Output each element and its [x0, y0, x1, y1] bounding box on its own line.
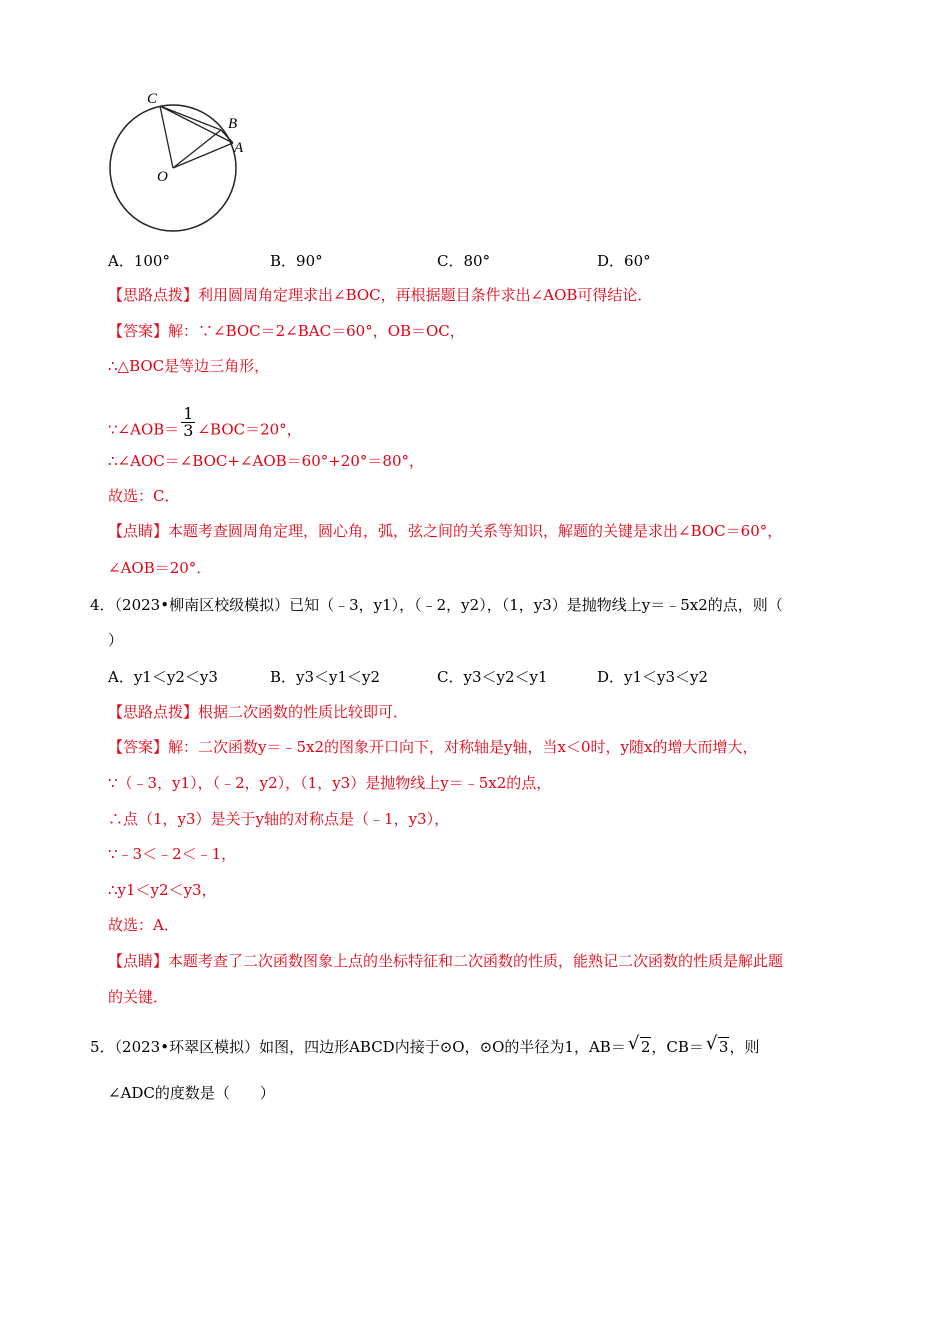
sqrt-two: √ 2 — [627, 1033, 651, 1056]
label-o: O — [157, 169, 168, 185]
radicand-three: 3 — [718, 1038, 729, 1056]
hint-text: 利用圆周角定理求出∠BOC，再根据题目条件求出∠AOB可得结论． — [198, 286, 653, 304]
answer-text: 解：二次函数y＝﹣5x2的图象开口向下，对称轴是y轴，当x＜0时，y随x的增大而增大， — [168, 738, 758, 756]
label-c: C — [147, 91, 158, 107]
q3-hint — [108, 284, 652, 306]
q4-stem-line1: 4．（2023•柳南区校级模拟）已知（﹣3，y1），（﹣2，y2），（1，y3）是抛物线上y＝﹣5x2的点，则（ — [90, 596, 783, 614]
q4-choice: 故选：A． — [108, 916, 179, 934]
sqrt-three: √ 3 — [705, 1033, 729, 1056]
segment-ca — [160, 106, 233, 143]
q3-answer-line1 — [108, 320, 465, 342]
q3-answer-line4: ∴∠AOC＝∠BOC+∠AOB＝60°+20°＝80°， — [108, 452, 424, 470]
q5-stem-post: ，则 — [729, 1038, 760, 1056]
segment-oc — [160, 106, 173, 168]
q3-answer-line3 — [108, 404, 302, 447]
label-b: B — [228, 116, 238, 132]
fraction-denominator: 3 — [183, 421, 194, 440]
q4-answer-line1 — [108, 736, 757, 758]
radicand-two: 2 — [640, 1038, 651, 1056]
q4-answer-line4: ∵﹣3＜﹣2＜﹣1， — [108, 845, 237, 863]
answer-tag: 【答案】 — [108, 738, 169, 756]
segment-ob — [173, 130, 221, 168]
q4-answer-line5: ∴y1＜y2＜y3， — [108, 881, 217, 899]
q3-note-line1 — [108, 520, 782, 542]
hint-tag: 【思路点拨】 — [108, 286, 199, 304]
q4-note-line1 — [108, 950, 783, 972]
q3-option-b: B．90° — [270, 252, 323, 270]
q4-note-line2: 的关键． — [108, 988, 169, 1006]
answer-line3-pre: ∵∠AOB＝ — [108, 420, 180, 439]
hint-tag: 【思路点拨】 — [108, 703, 199, 721]
q3-note-line2: ∠AOB＝20°． — [108, 559, 212, 577]
q5-stem-pre: 5．（2023•环翠区模拟）如图，四边形ABCD内接于⊙O，⊙O的半径为1，AB＝ — [90, 1038, 626, 1056]
fraction-numerator: 1 — [183, 404, 194, 423]
label-a: A — [234, 140, 244, 156]
q4-answer-line3: ∴点（1，y3）是关于y轴的对称点是（﹣1，y3）， — [108, 810, 450, 828]
hint-text: 根据二次函数的性质比较即可． — [198, 703, 409, 721]
q4-answer-line2: ∵（﹣3，y1），（﹣2，y2），（1，y3）是抛物线上y＝﹣5x2的点， — [108, 774, 552, 792]
q4-option-c: C．y3＜y2＜y1 — [437, 668, 548, 686]
q4-hint — [108, 701, 408, 723]
answer-line3-post: ∠BOC＝20°， — [197, 420, 302, 439]
q5-stem-line2: ∠ADC的度数是（ ） — [108, 1084, 275, 1102]
note-text: 本题考查圆周角定理，圆心角，弧，弦之间的关系等知识，解题的关键是求出∠BOC＝60°， — [168, 522, 783, 540]
note-text: 本题考查了二次函数图象上点的坐标特征和二次函数的性质，能熟记二次函数的性质是解此题 — [168, 952, 784, 970]
q3-option-c: C．80° — [437, 252, 491, 270]
q3-option-a: A．100° — [108, 252, 170, 270]
q4-option-d: D．y1＜y3＜y2 — [597, 668, 709, 686]
fraction-one-third — [181, 406, 195, 439]
segment-oa — [173, 143, 233, 168]
circle-figure — [100, 88, 260, 238]
note-tag: 【点睛】 — [108, 522, 169, 540]
note-tag: 【点睛】 — [108, 952, 169, 970]
q3-option-d: D．60° — [597, 252, 651, 270]
q3-answer-line2: ∴△BOC是等边三角形， — [108, 357, 270, 375]
q5-stem-line1 — [90, 1033, 760, 1058]
q4-option-a: A．y1＜y2＜y3 — [108, 668, 218, 686]
q4-option-b: B．y3＜y1＜y2 — [270, 668, 381, 686]
answer-text: 解：∵∠BOC＝2∠BAC＝60°，OB＝OC， — [168, 322, 465, 340]
answer-tag: 【答案】 — [108, 322, 169, 340]
q5-stem-mid: ，CB＝ — [651, 1038, 704, 1056]
q4-stem-line2: ） — [108, 631, 124, 649]
q3-choice: 故选：C． — [108, 487, 180, 505]
